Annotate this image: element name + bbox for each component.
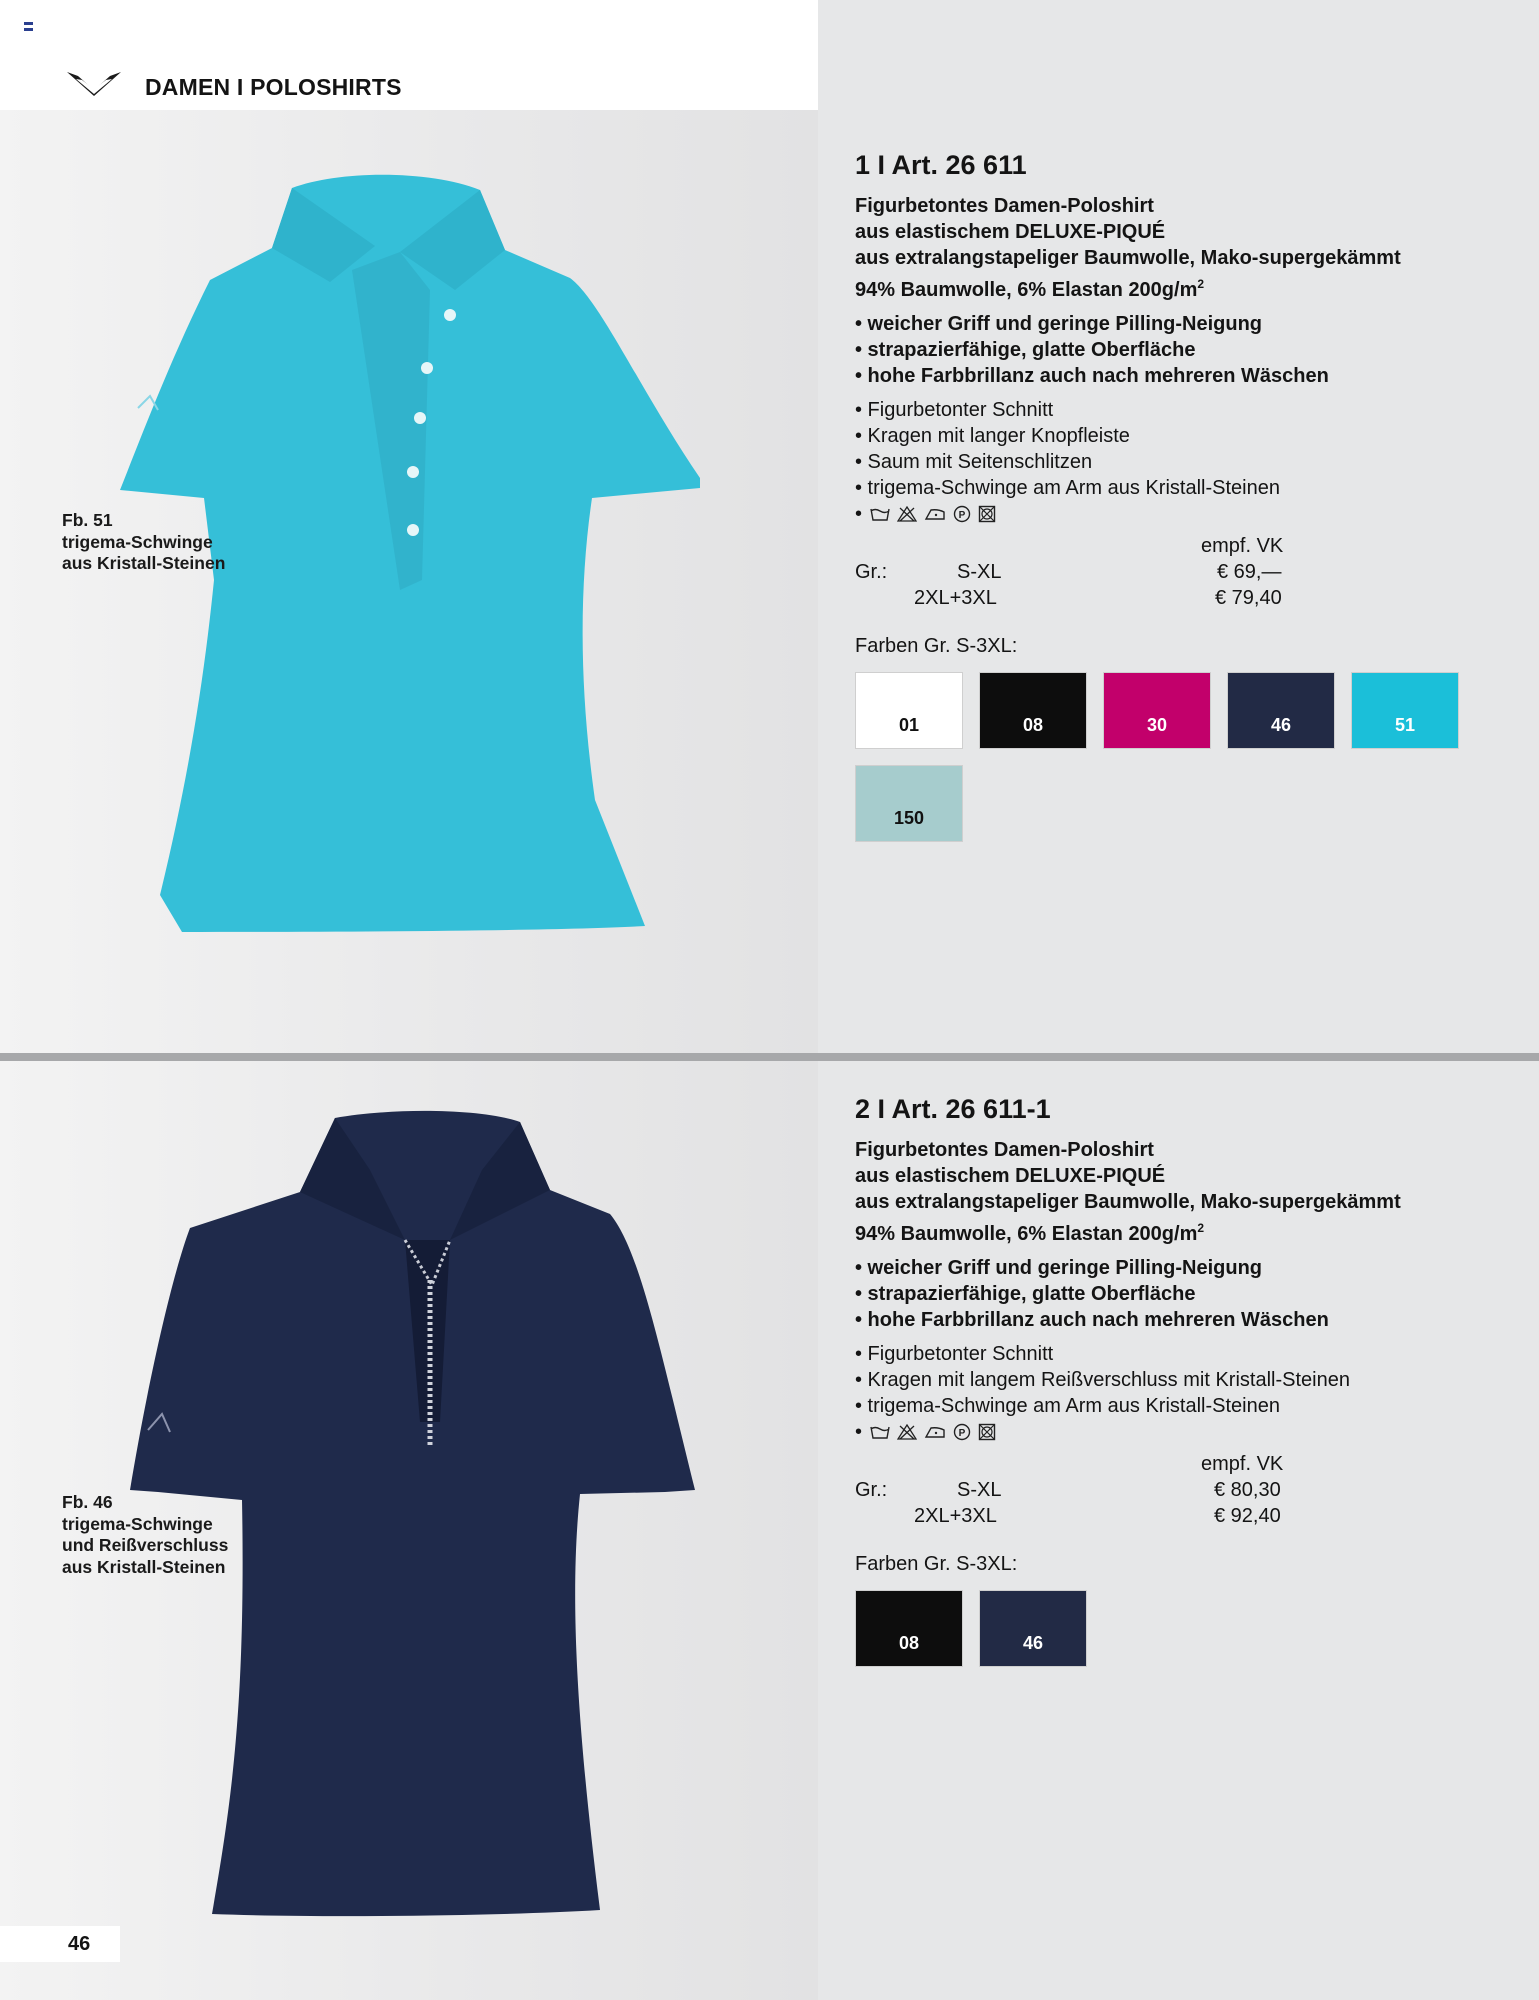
page-number: 46	[68, 1933, 91, 1955]
product-1-features: • Figurbetonter Schnitt • Kragen mit langer Knopfleiste • Saum mit Seitenschlitzen • trigema-Schwinge am Arm aus Kristall-Steinen	[855, 399, 1280, 499]
product-2-caption: Fb. 46 trigema-Schwinge und Reißverschluss aus Kristall-Steinen	[62, 1492, 229, 1577]
section-divider	[0, 1053, 1539, 1061]
svg-text:P: P	[958, 510, 966, 521]
no-tumble-dry-icon	[978, 1423, 996, 1441]
no-bleach-icon	[897, 506, 917, 522]
color-swatch[interactable]: 08	[855, 1590, 963, 1667]
product-1-caption: Fb. 51 trigema-Schwinge aus Kristall-Steinen	[62, 510, 226, 573]
wash-30-icon	[870, 506, 890, 522]
page-title: DAMEN I POLOSHIRTS	[145, 74, 402, 100]
product-1-price-table: empf. VK Gr.: S-XL € 69,— 2XL+3XL € 79,40	[855, 535, 1284, 609]
color-swatch[interactable]: 51	[1351, 672, 1459, 749]
header-bar	[0, 0, 818, 110]
product-2-fabric-bullets: • weicher Griff und geringe Pilling-Neigung • strapazierfähige, glatte Oberfläche • hohe Farbbrillanz auch nach mehreren Wäschen	[855, 1257, 1329, 1331]
no-bleach-icon	[897, 1424, 917, 1440]
color-swatch[interactable]: 46	[1227, 672, 1335, 749]
product-2-swatches	[855, 1590, 1515, 1667]
product-2-article-number: 2 I Art. 26 611-1	[855, 1094, 1051, 1124]
iron-low-icon	[924, 1424, 946, 1440]
iron-low-icon	[924, 506, 946, 522]
wash-30-icon	[870, 1424, 890, 1440]
product-1-colors-label: Farben Gr. S-3XL:	[855, 635, 1018, 657]
product-1-article-number: 1 I Art. 26 611	[855, 150, 1027, 180]
product-1-details	[855, 150, 1515, 842]
product-2-care-symbols: • P	[855, 1419, 1515, 1445]
product-2-description: Figurbetontes Damen-Poloshirt aus elastischem DELUXE-PIQUÉ aus extralangstapeliger Baumwolle, Mako-supergekämmt 94% Baumwolle, 6% Elastan $200g/m^2$	[855, 1139, 1401, 1245]
product-1-care-symbols: • P	[855, 501, 1515, 527]
no-tumble-dry-icon	[978, 505, 996, 523]
color-swatch[interactable]: 150	[855, 765, 963, 842]
svg-text:P: P	[958, 1428, 966, 1439]
color-swatch[interactable]: 08	[979, 672, 1087, 749]
color-swatch[interactable]: 46	[979, 1590, 1087, 1667]
product-2-details	[855, 1094, 1515, 1667]
dry-clean-p-icon	[953, 1423, 971, 1441]
product-2-features: • Figurbetonter Schnitt • Kragen mit langem Reißverschluss mit Kristall-Steinen • trigema-Schwinge am Arm aus Kristall-Steinen	[855, 1343, 1350, 1417]
dry-clean-p-icon	[953, 505, 971, 523]
color-swatch[interactable]: 30	[1103, 672, 1211, 749]
page-number-box	[0, 1926, 120, 1962]
trigema-logo-icon	[66, 70, 122, 100]
product-2-price-table: empf. VK Gr.: S-XL € 80,30 2XL+3XL € 92,40	[855, 1453, 1284, 1527]
product-1-shirt-image	[100, 160, 720, 990]
color-swatch[interactable]: 01	[855, 672, 963, 749]
product-2-colors-label: Farben Gr. S-3XL:	[855, 1553, 1018, 1575]
product-1-description: Figurbetontes Damen-Poloshirt aus elastischem DELUXE-PIQUÉ aus extralangstapeliger Baumwolle, Mako-supergekämmt 94% Baumwolle, 6% Elastan $200g/m^2$	[855, 195, 1401, 301]
product-1-swatches	[855, 672, 1515, 842]
flag-icon	[24, 22, 33, 31]
product-1-fabric-bullets: • weicher Griff und geringe Pilling-Neigung • strapazierfähige, glatte Oberfläche • hohe Farbbrillanz auch nach mehreren Wäschen	[855, 313, 1329, 387]
